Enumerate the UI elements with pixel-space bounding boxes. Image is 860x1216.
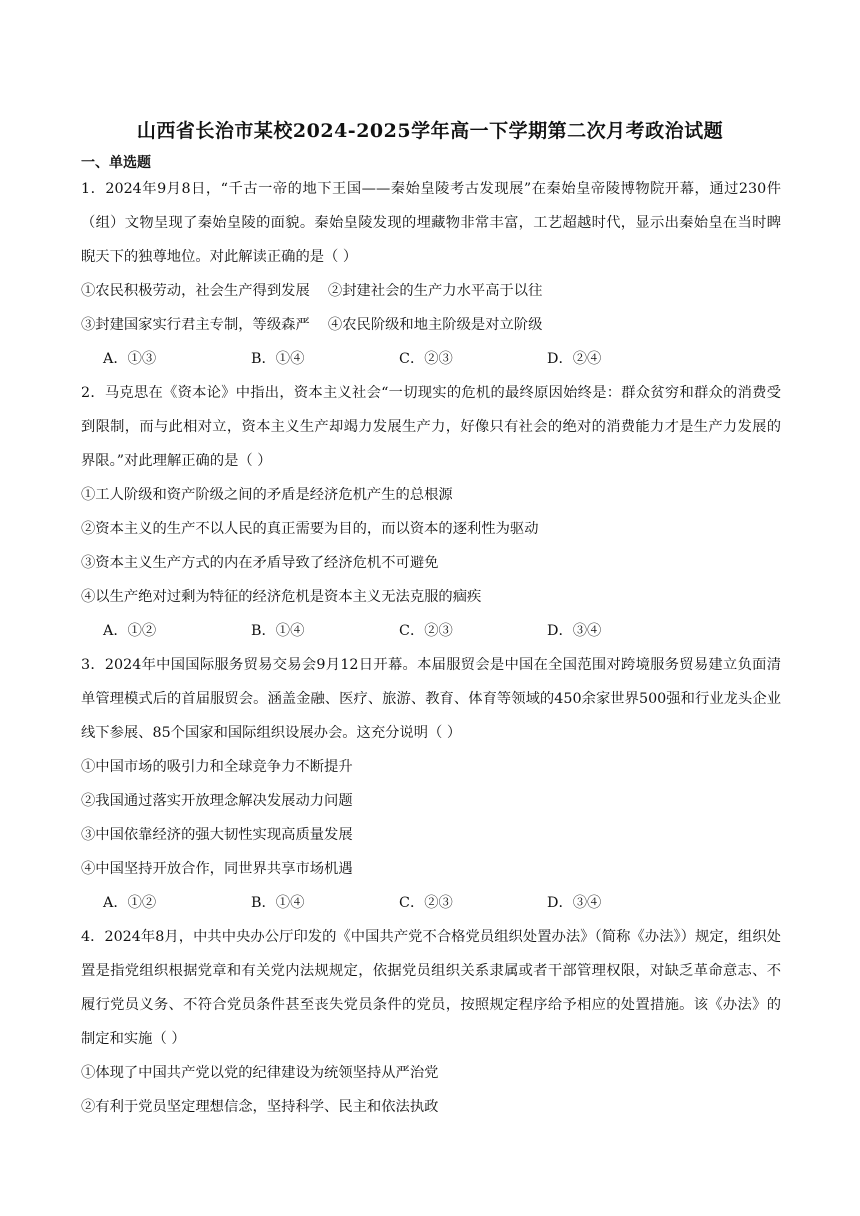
- choice-a[interactable]: A．①③: [103, 351, 157, 367]
- question-option: ①体现了中国共产党以党的纪律建设为统领坚持从严治党: [81, 1065, 439, 1081]
- question-option: ②我国通过落实开放理念解决发展动力问题: [81, 793, 353, 809]
- choice-d[interactable]: D．②④: [547, 351, 602, 367]
- question-stem: 1．2024年9月8日，“千古一帝的地下王国——秦始皇陵考古发现展”在秦始皇帝陵博物院开幕，通过230件（组）文物呈现了秦始皇陵的面貌。秦始皇陵发现的埋藏物非常丰富，工艺超越时代，显示出秦始皇在当时睥睨天下的独尊地位。对此解读正确的是（ ）: [81, 181, 781, 265]
- choice-b[interactable]: B．①④: [251, 351, 305, 367]
- question-option: ④中国坚持开放合作，同世界共享市场机遇: [81, 861, 353, 877]
- choice-c[interactable]: C．②③: [399, 623, 453, 639]
- question-option: ④以生产绝对过剩为特征的经济危机是资本主义无法克服的痼疾: [81, 589, 482, 605]
- choice-a[interactable]: A．①②: [103, 895, 157, 911]
- question-option: ①工人阶级和资产阶级之间的矛盾是经济危机产生的总根源: [81, 487, 453, 503]
- choice-d[interactable]: D．③④: [547, 895, 602, 911]
- choice-a[interactable]: A．①②: [103, 623, 157, 639]
- question-option: ③封建国家实行君主专制，等级森严 ④农民阶级和地主阶级是对立阶级: [81, 317, 543, 333]
- question-3: [81, 648, 781, 920]
- question-option: ③中国依靠经济的强大韧性实现高质量发展: [81, 827, 353, 843]
- question-stem: 2．马克思在《资本论》中指出，资本主义社会“一切现实的危机的最终原因始终是：群众贫穷和群众的消费受到限制，而与此相对立，资本主义生产却竭力发展生产力，好像只有社会的绝对的消费能力才是生产力发展的界限。”对此理解正确的是（ ）: [81, 385, 781, 469]
- question-list: [81, 172, 781, 1124]
- answer-choices: [81, 886, 781, 920]
- question-2: [81, 376, 781, 648]
- choice-d[interactable]: D．③④: [547, 623, 602, 639]
- question-1: [81, 172, 781, 376]
- question-stem: 4．2024年8月，中共中央办公厅印发的《中国共产党不合格党员组织处置办法》（简称《办法》）规定，组织处置是指党组织根据党章和有关党内法规规定，依据党员组织关系隶属或者干部管理权限，对缺乏革命意志、不履行党员义务、不符合党员条件甚至丧失党员条件的党员，按照规定程序给予相应的处置措施。该《办法》的制定和实施（ ）: [81, 929, 781, 1047]
- choice-b[interactable]: B．①④: [251, 895, 305, 911]
- question-option: ②有利于党员坚定理想信念，坚持科学、民主和依法执政: [81, 1099, 439, 1115]
- question-stem: 3．2024年中国国际服务贸易交易会9月12日开幕。本届服贸会是中国在全国范围对跨境服务贸易建立负面清单管理模式后的首届服贸会。涵盖金融、医疗、旅游、教育、体育等领域的450余家世界500强和行业龙头企业线下参展、85个国家和国际组织设展办会。这充分说明（ ）: [81, 657, 781, 741]
- question-option: ①中国市场的吸引力和全球竞争力不断提升: [81, 759, 353, 775]
- answer-choices: [81, 342, 781, 376]
- choice-b[interactable]: B．①④: [251, 623, 305, 639]
- question-option: ①农民积极劳动，社会生产得到发展 ②封建社会的生产力水平高于以往: [81, 283, 543, 299]
- section-heading: 一、单选题: [81, 155, 151, 171]
- question-option: ②资本主义的生产不以人民的真正需要为目的，而以资本的逐利性为驱动: [81, 521, 539, 537]
- choice-c[interactable]: C．②③: [399, 351, 453, 367]
- choice-c[interactable]: C．②③: [399, 895, 453, 911]
- page-title: 山西省长治市某校2024-2025学年高一下学期第二次月考政治试题: [136, 120, 724, 142]
- question-4: [81, 920, 781, 1124]
- answer-choices: [81, 614, 781, 648]
- question-option: ③资本主义生产方式的内在矛盾导致了经济危机不可避免: [81, 555, 439, 571]
